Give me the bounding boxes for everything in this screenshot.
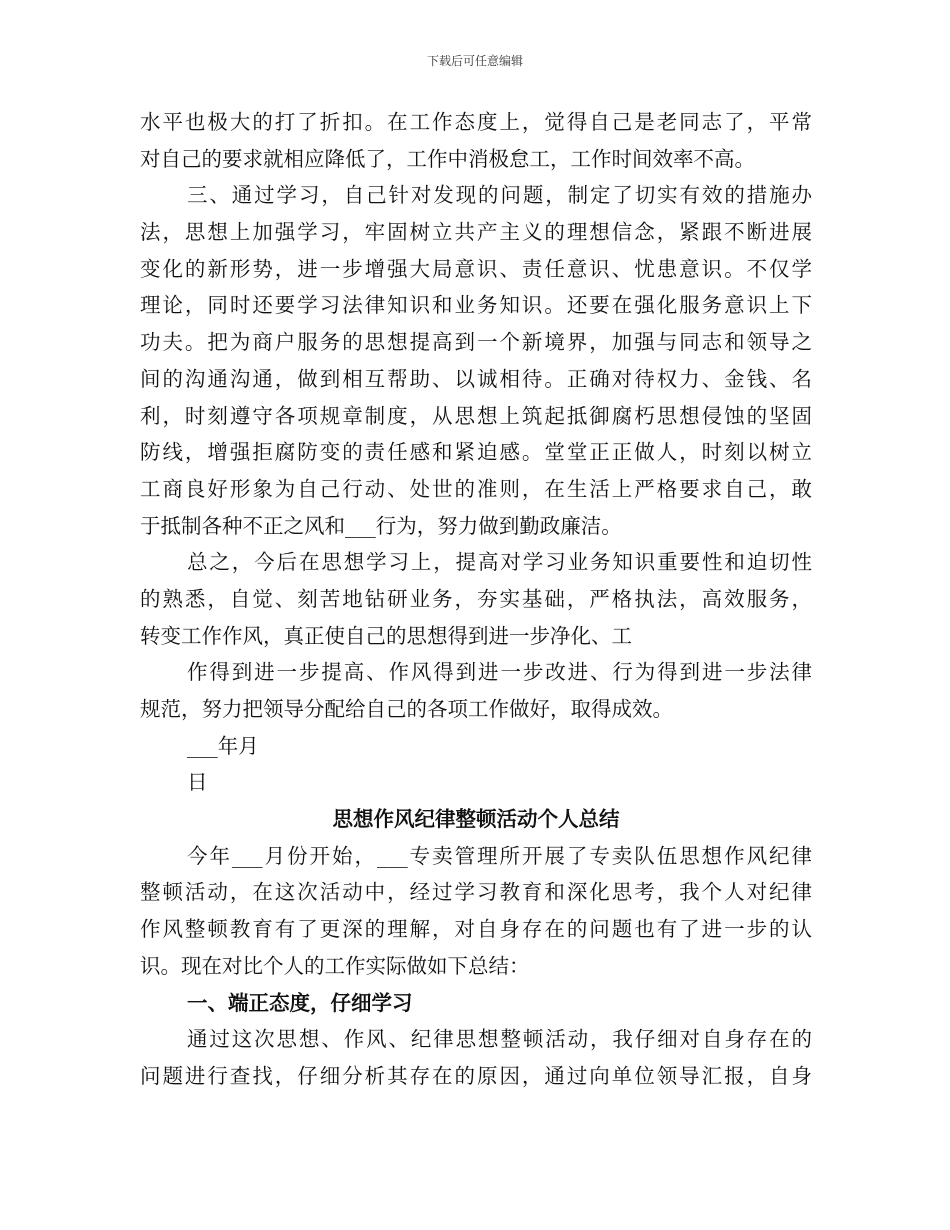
page-header: 下载后可任意编辑 (426, 54, 523, 68)
document-body (140, 104, 812, 1095)
text-line: 规范，努力把领导分配给自己的各项工作做好，取得成效。 (140, 697, 673, 721)
text-line: 工商良好形象为自己行动、处世的准则，在生活上严格要求自己，敢 (140, 476, 812, 501)
text-line: 三、通过学习，自己针对发现的问题，制定了切实有效的措施办 (187, 183, 812, 208)
text-line: 利，时刻遵守各项规章制度，从思想上筑起抵御腐朽思想侵蚀的坚固 (140, 403, 812, 428)
text-line: 整顿活动，在这次活动中，经过学习教育和深化思考，我个人对纪律 (140, 880, 812, 905)
section-heading: 一、端正态度，仔细学习 (187, 990, 413, 1015)
text-line: 对自己的要求就相应降低了，工作中消极怠工，工作时间效率不高。 (140, 146, 755, 171)
text-line: 于抵制各种不正之风和___行为，努力做到勤政廉洁。 (140, 513, 622, 538)
text-line: 识。现在对比个人的工作实际做如下总结： (140, 953, 530, 978)
section-title: 思想作风纪律整顿活动个人总结 (332, 807, 620, 832)
text-line: 今年___月份开始，___专卖管理所开展了专卖队伍思想作风纪律 (187, 843, 812, 868)
text-line: 作得到进一步提高、作风得到进一步改进、行为得到进一步法律 (187, 660, 812, 685)
text-line: 问题进行查找，仔细分析其存在的原因，通过向单位领导汇报，自身 (140, 1063, 812, 1088)
text-line: 通过这次思想、作风、纪律思想整顿活动，我仔细对自身存在的 (187, 1027, 812, 1052)
text-line: 日 (187, 770, 208, 795)
text-line: 总之，今后在思想学习上，提高对学习业务知识重要性和迫切性 (187, 550, 812, 575)
text-line: 法，思想上加强学习，牢固树立共产主义的理想信念，紧跟不断进展 (140, 220, 812, 245)
text-line: 功夫。把为商户服务的思想提高到一个新境界，加强与同志和领导之 (140, 330, 812, 355)
text-line: 间的沟通沟通，做到相互帮助、以诚相待。正确对待权力、金钱、名 (140, 366, 812, 391)
text-line: 水平也极大的打了折扣。在工作态度上，觉得自己是老同志了，平常 (140, 110, 812, 134)
text-line: 作风整顿教育有了更深的理解，对自身存在的问题也有了进一步的认 (140, 917, 812, 942)
text-line: 理论，同时还要学习法律知识和业务知识。还要在强化服务意识上下 (140, 293, 812, 318)
text-line: 防线，增强拒腐防变的责任感和紧迫感。堂堂正正做人，时刻以树立 (140, 440, 812, 465)
text-line: ___年月 (187, 733, 259, 758)
text-line: 的熟悉，自觉、刻苦地钻研业务，夯实基础，严格执法，高效服务， (140, 586, 812, 611)
text-line: 变化的新形势，进一步增强大局意识、责任意识、忧患意识。不仅学 (140, 256, 812, 281)
text-line: 转变工作作风，真正使自己的思想得到进一步净化、工 (140, 623, 632, 648)
